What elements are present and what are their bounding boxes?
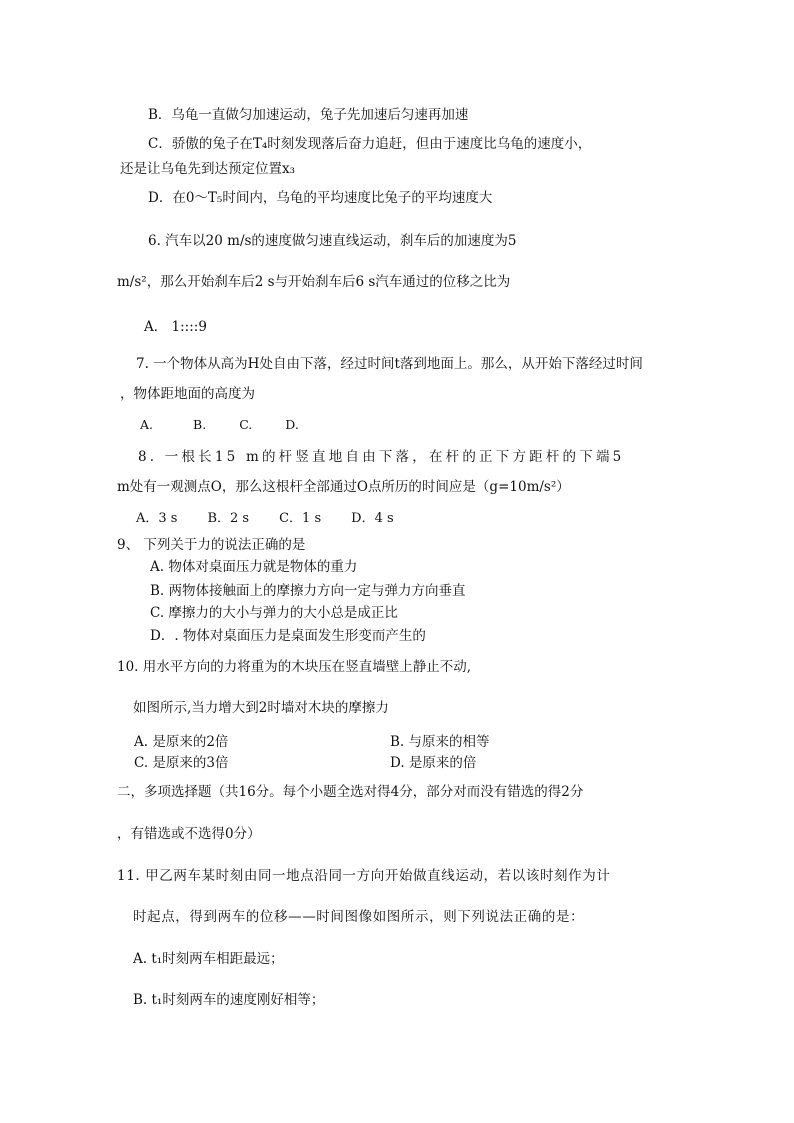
q5-option-d: D．在0～T₅时间内，乌龟的平均速度比兔子的平均速度大 xyxy=(148,190,493,206)
q11-stem-line2: 时起点，得到两车的位移——时间图像如图所示，则下列说法正确的是： xyxy=(133,909,585,925)
q6-stem-line1: 6. 汽车以20 m/s的速度做匀速直线运动，刹车后的加速度为5 xyxy=(148,233,517,249)
q5-option-c-line1: C．骄傲的兔子在T₄时刻发现落后奋力追赶，但由于速度比乌龟的速度小， xyxy=(148,136,592,152)
q8-stem-line2: m处有一观测点O，那么这根杆全部通过O点所历的时间应是（g=10m/s²） xyxy=(117,479,570,495)
q10-option-b: B. 与原来的相等 xyxy=(390,734,490,750)
q5-option-b: B．乌龟一直做匀加速运动，兔子先加速后匀速再加速 xyxy=(148,107,469,123)
q7-stem-line2: ，物体距地面的高度为 xyxy=(120,386,255,402)
q7-stem-line1: 7. 一个物体从高为H处自由下落，经过时间t落到地面上。那么，从开始下落经过时间 xyxy=(136,356,643,372)
q8-stem-line1: 8. 一根长15 m的杆竖直地自由下落，在杆的正下方距杆的下端5 xyxy=(138,449,625,465)
q10-stem-line1: 10. 用水平方向的力将重为的木块压在竖直墙壁上静止不动, xyxy=(117,659,472,675)
q9-option-a: A. 物体对桌面压力就是物体的重力 xyxy=(150,559,358,575)
q10-option-a: A. 是原来的2倍 xyxy=(134,734,229,750)
q9-stem: 9、 下列关于力的说法正确的是 xyxy=(117,537,306,553)
q8-option-b: B．2 s xyxy=(207,511,250,526)
q7-options xyxy=(140,416,299,434)
q6-option-a: A． 1::::9 xyxy=(144,319,207,335)
q8-option-c: C．1 s xyxy=(279,511,322,526)
q10-stem-line2: 如图所示,当力增大到2时墙对木块的摩擦力 xyxy=(133,700,389,716)
q11-option-a: A. t₁时刻两车相距最远； xyxy=(133,951,284,967)
q5-option-c-line2: 还是让乌龟先到达预定位置x₃ xyxy=(120,161,296,177)
q11-stem-line1: 11. 甲乙两车某时刻由同一地点沿同一方向开始做直线运动，若以该时刻作为计 xyxy=(117,868,611,884)
q7-option-b: B. xyxy=(193,417,207,432)
section-2-title-line1: 二，多项选择题（共16分。每个小题全选对得4分，部分对而没有错选的得2分 xyxy=(117,784,584,800)
q9-option-d: D．. 物体对桌面压力是桌面发生形变而产生的 xyxy=(150,628,426,644)
q10-option-d: D. 是原来的倍 xyxy=(390,755,477,771)
q8-option-d: D．4 s xyxy=(351,511,394,526)
q10-option-c: C. 是原来的3倍 xyxy=(134,755,229,771)
q6-stem-line2: m/s²，那么开始刹车后2 s与开始刹车后6 s汽车通过的位移之比为 xyxy=(117,274,511,290)
q9-option-c: C. 摩擦力的大小与弹力的大小总是成正比 xyxy=(150,605,398,621)
q8-option-a: A．3 s xyxy=(136,511,178,526)
q7-option-a: A. xyxy=(140,417,154,432)
q7-option-c: C. xyxy=(239,417,253,432)
q8-options xyxy=(136,510,394,528)
q9-option-b: B. 两物体接触面上的摩擦力方向一定与弹力方向垂直 xyxy=(150,583,466,599)
q11-option-b: B. t₁时刻两车的速度刚好相等； xyxy=(133,992,325,1008)
q7-option-d: D. xyxy=(285,417,299,432)
section-2-title-line2: ，有错选或不选得0分） xyxy=(117,826,261,842)
